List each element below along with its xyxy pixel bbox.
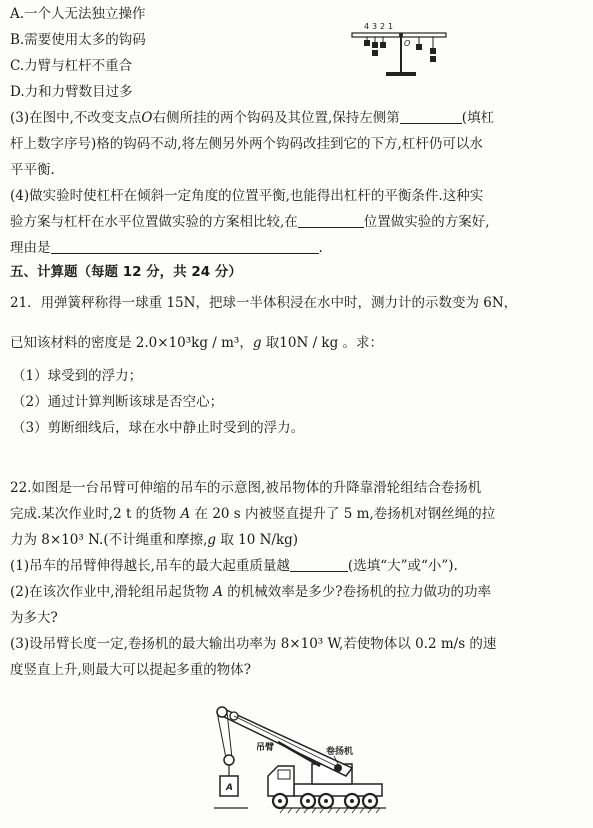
- q4-blank-reason: [51, 239, 319, 254]
- option-b: B.需要使用太多的钩码: [10, 32, 146, 48]
- q21-sub-3: （3）剪断细线后，球在水中静止时受到的浮力。: [12, 420, 305, 436]
- q4-blank-position: [298, 213, 364, 228]
- ground-hatch: [280, 808, 380, 813]
- winch-label: 卷扬机: [326, 747, 354, 757]
- load-label: A: [226, 783, 233, 793]
- crane-figure: [208, 702, 388, 824]
- q22-sub-2-cont: 为多大?: [10, 610, 58, 626]
- section-five-heading: 五、计算题（每题 12 分，共 24 分）: [10, 264, 242, 280]
- boom-label: 吊臂: [256, 743, 275, 753]
- q21-line-1: 21．用弹簧秤称得一球重 15N，把球一半体积浸在水中时，测力计的示数变为 6N，: [10, 295, 518, 311]
- tick-4: 4: [364, 22, 370, 31]
- rope-left: [217, 712, 226, 758]
- tick-1: 1: [388, 22, 394, 31]
- winch-rope: [234, 716, 336, 766]
- q4-line-3: 理由是 .: [10, 240, 323, 256]
- tick-3: 3: [372, 22, 378, 31]
- q21-line-2: 已知该材料的密度是 2.0×10³kg / m³，g 取10N / kg 。求：: [10, 335, 384, 351]
- q3-line-1: (3)在图中,不改变支点O右侧所挂的两个钩码及其位置,保持左侧第 (填杠: [10, 110, 495, 126]
- left-weights: [364, 37, 386, 56]
- lever-figure: [350, 2, 460, 82]
- pivot-label: O: [404, 39, 411, 48]
- q3-line-2: 杆上数字序号)格的钩码不动,将左侧另外两个钩码改挂到它的下方,杠杆仍可以水: [10, 136, 483, 152]
- q21-sub-1: （1）球受到的浮力；: [12, 368, 143, 384]
- q3-line-3: 平平衡.: [10, 162, 55, 178]
- q22-sub-3: (3)设吊臂长度一定,卷扬机的最大输出功率为 8×10³ W,若使物体以 0.2 m/s 的速: [10, 636, 497, 652]
- q21-sub-2: （2）通过计算判断该球是否空心；: [12, 394, 224, 410]
- pivot-point: [399, 33, 403, 37]
- hook-pulley: [224, 755, 234, 765]
- right-weights: [416, 37, 436, 62]
- q22-line-3: 力为 8×10³ N.(不计绳重和摩擦,g 取 10 N/kg): [10, 532, 299, 548]
- lever-base: [386, 72, 416, 76]
- cab-window: [278, 770, 290, 779]
- q22-sub-3-cont: 度竖直上升,则最大可以提起多重的物体?: [10, 662, 252, 678]
- option-d: D.力和力臂数目过多: [10, 84, 133, 100]
- option-c: C.力臂与杠杆不重合: [10, 58, 133, 74]
- q4-line-1: (4)做实验时使杠杆在倾斜一定角度的位置平衡,也能得出杠杆的平衡条件.这种实: [10, 188, 484, 204]
- winch-drum: [334, 764, 342, 772]
- q22-blank: [290, 557, 348, 572]
- tip-pulley: [217, 707, 227, 717]
- option-a: A.一个人无法独立操作: [10, 6, 146, 22]
- tick-2: 2: [380, 22, 386, 31]
- q4-line-2: 验方案与杠杆在水平位置做实验的方案相比较,在 位置做实验的方案好,: [10, 214, 490, 230]
- q22-line-1: 22.如图是一台吊臂可伸缩的吊车的示意图,被吊物体的升降靠滑轮组结合卷扬机: [10, 480, 482, 496]
- q3-blank: [400, 109, 462, 124]
- q22-sub-1: (1)吊车的吊臂伸得越长,吊车的最大起重质量越 (选填“大”或“小”).: [10, 558, 458, 574]
- q22-line-2: 完成.某次作业时,2 t 的货物 A 在 20 s 内被竖直提升了 5 m,卷扬机对钢丝绳的拉: [10, 506, 496, 522]
- q22-sub-2: (2)在该次作业中,滑轮组吊起货物 A 的机械效率是多少?卷扬机的拉力做功的功率: [10, 584, 491, 600]
